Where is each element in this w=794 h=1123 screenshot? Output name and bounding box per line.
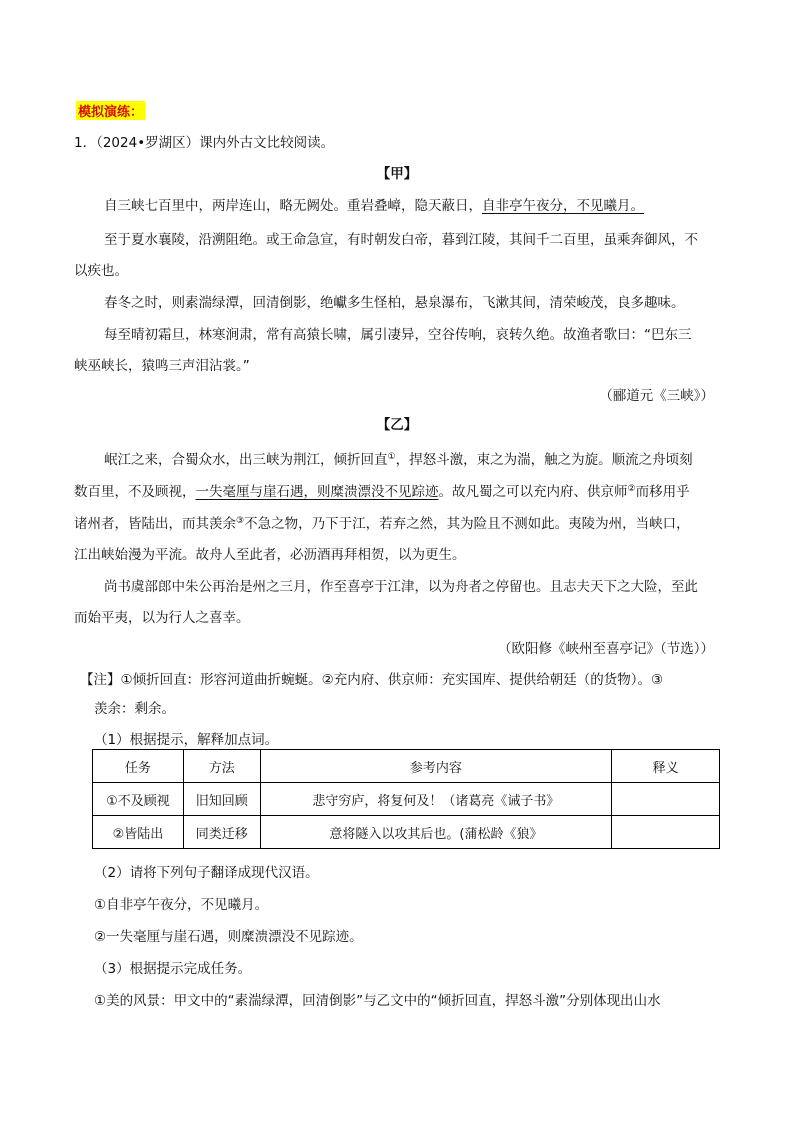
yi-line-6: 而始平夷，以为行人之喜幸。 — [74, 610, 250, 626]
table-cell: ①不及顾视 — [93, 783, 184, 816]
question-2: （2）请将下列句子翻译成现代汉语。 — [94, 865, 319, 881]
section-heading: 模拟演练： — [76, 101, 145, 120]
question-2-item-1: ①自非亭午夜分，不见曦月。 — [94, 897, 269, 913]
note-line-2: 羡余：剩余。 — [94, 701, 175, 717]
jia-paragraph-2-cont: 以疾也。 — [74, 263, 128, 279]
yi-line-2: 数百里，不及顾视，一失毫厘与崖石遇，则糜溃漂没不见踪迹。故凡蜀之可以充内府、供京师②而移用乎 — [74, 483, 690, 500]
jia-paragraph-4: 每至晴初霜旦，林寒涧肃，常有高猿长啸，属引凄异，空谷传响，哀转久绝。故渔者歌曰：“巴东三 — [104, 327, 692, 343]
note-marker-2: ② — [627, 483, 636, 494]
question-3: （3）根据提示完成任务。 — [94, 961, 252, 977]
passage-jia-title: 【甲】 — [376, 166, 418, 182]
vocab-table — [92, 749, 720, 849]
table-header-row — [93, 750, 720, 783]
table-header: 参考内容 — [260, 750, 611, 783]
question-title: 1．（2024•罗湖区）课内外古文比较阅读。 — [74, 135, 335, 151]
yi-line-3: 诸州者，皆陆出，而其羡余③不急之物，乃下于江，若弃之然，其为险且不测如此。夷陵为州，当峡口， — [74, 515, 690, 532]
table-header: 任务 — [93, 750, 184, 783]
passage-yi-title: 【乙】 — [376, 417, 418, 433]
table-row — [93, 783, 720, 816]
jia-paragraph-4-cont: 峡巫峡长，猿鸣三声泪沾裳。” — [74, 358, 250, 374]
jia-source: （郦道元《三峡》） — [599, 388, 714, 404]
question-1: （1）根据提示，解释加点词。 — [94, 732, 279, 748]
table-cell: 悲守穷庐，将复何及！（诸葛亮《诫子书》 — [260, 783, 611, 816]
underlined-sentence: 自非亭午夜分，不见曦月。 — [482, 198, 644, 214]
table-header: 释义 — [612, 750, 720, 783]
table-cell: 同类迁移 — [183, 816, 260, 849]
note-line-1: 【注】①倾折回直：形容河道曲折蜿蜒。②充内府、供京师：充实国库、提供给朝廷（的货物）。③ — [80, 672, 664, 688]
yi-line-1: 岷江之来，合蜀众水，出三峡为荆江，倾折回直①，捍怒斗激，束之为湍，触之为旋。顺流之舟顷刻 — [104, 451, 693, 468]
table-cell: ②皆陆出 — [93, 816, 184, 849]
note-marker-3: ③ — [236, 515, 245, 526]
yi-line-4: 江出峡始漫为平流。故舟人至此者，必沥酒再拜相贺，以为更生。 — [74, 547, 466, 563]
yi-source: （欧阳修《峡州至喜亭记》（节选）） — [498, 641, 714, 657]
jia-paragraph-2: 至于夏水襄陵，沿溯阻绝。或王命急宣，有时朝发白帝，暮到江陵，其间千二百里，虽乘奔御风，不 — [104, 232, 698, 248]
jia-paragraph-3: 春冬之时，则素湍绿潭，回清倒影，绝巘多生怪柏，悬泉瀑布，飞漱其间，清荣峻茂，良多趣味。 — [104, 295, 685, 311]
question-3-item-1: ①美的风景：甲文中的“素湍绿潭，回清倒影”与乙文中的“倾折回直，捍怒斗激”分别体现出山水 — [94, 993, 661, 1009]
question-2-item-2: ②一失毫厘与崖石遇，则糜溃漂没不见踪迹。 — [94, 929, 363, 945]
table-cell: 旧知回顾 — [183, 783, 260, 816]
note-marker-1: ① — [387, 451, 396, 462]
jia-paragraph-1: 自三峡七百里中，两岸连山，略无阙处。重岩叠嶂，隐天蔽日，自非亭午夜分，不见曦月。 — [104, 198, 644, 214]
underlined-sentence: 一失毫厘与崖石遇，则糜溃漂没不见踪迹 — [195, 484, 439, 500]
answer-cell[interactable] — [612, 816, 720, 849]
yi-line-5: 尚书虞部郎中朱公再治是州之三月，作至喜亭于江津，以为舟者之停留也。且志夫天下之大险，至此 — [104, 579, 698, 595]
table-header: 方法 — [183, 750, 260, 783]
table-cell: 意将隧入以攻其后也。(蒲松龄《狼》 — [260, 816, 611, 849]
answer-cell[interactable] — [612, 783, 720, 816]
table-row — [93, 816, 720, 849]
